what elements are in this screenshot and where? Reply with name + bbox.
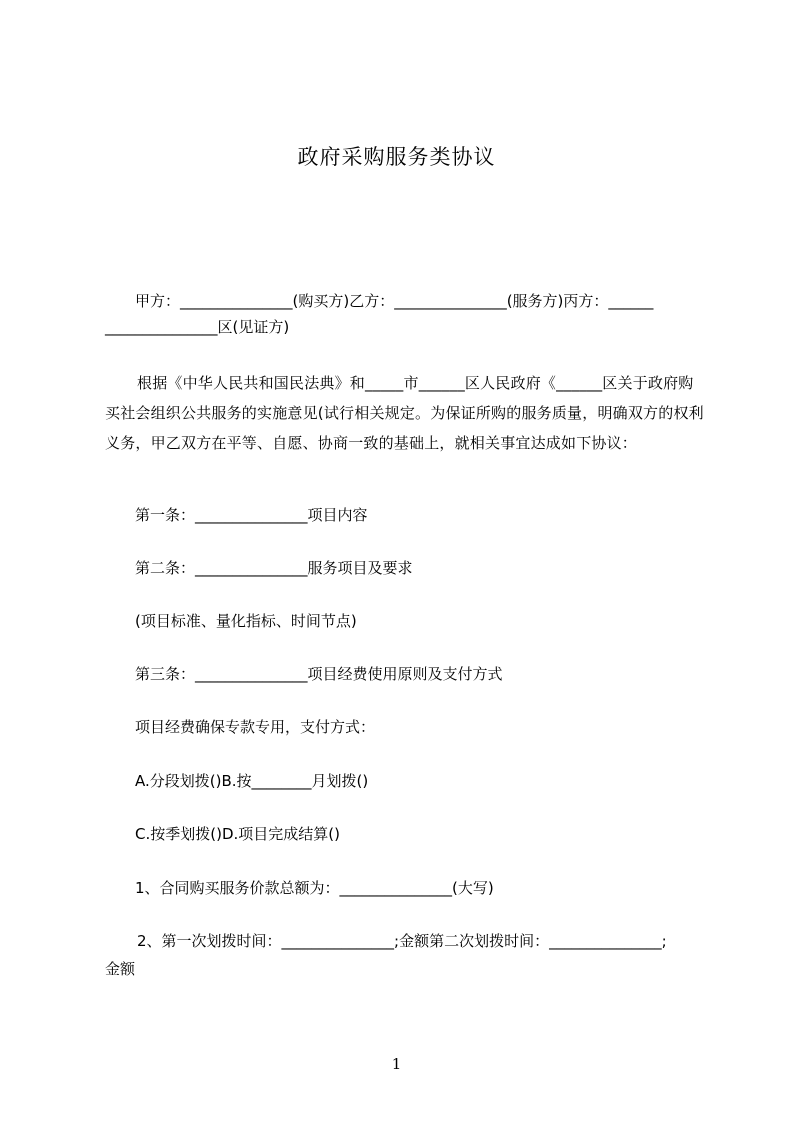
payment-option-cd: C.按季划拨()D.项目完成结算() [135, 825, 340, 843]
item-1-total-price: 1、合同购买服务价款总额为：_______________(大写) [135, 879, 494, 897]
page-number: 1 [391, 1055, 402, 1073]
page-title: 政府采购服务类协议 [297, 145, 496, 169]
preamble-paragraph: 根据《中华人民共和国民法典》和_____市______区人民政府《______区关于政府购买社会组织公共服务的实施意见(试行相关规定。为保证所购的服务质量，明确双方的权利义务，甲乙双方在平等、自愿、协商一致的基础上，就相关事宜达成如下协议： [105, 374, 704, 452]
fund-note: 项目经费确保专款专用，支付方式： [135, 718, 376, 736]
item-2-line-1: 2、第一次划拨时间：_______________;金额第二次划拨时间：_______________; [137, 932, 667, 950]
parties-line-2: _______________区(见证方) [105, 318, 290, 336]
parties-line-1: 甲方：_______________(购买方)乙方：_______________(服务方)丙方：______ [135, 292, 654, 310]
item-2-line-2: 金额 [105, 960, 136, 978]
article-1: 第一条：_______________项目内容 [135, 506, 368, 524]
article-2-note: (项目标准、量化指标、时间节点) [135, 612, 357, 630]
article-2: 第二条：_______________服务项目及要求 [135, 559, 413, 577]
payment-option-ab: A.分段划拨()B.按________月划拨() [135, 772, 369, 790]
article-3: 第三条：_______________项目经费使用原则及支付方式 [135, 665, 503, 683]
